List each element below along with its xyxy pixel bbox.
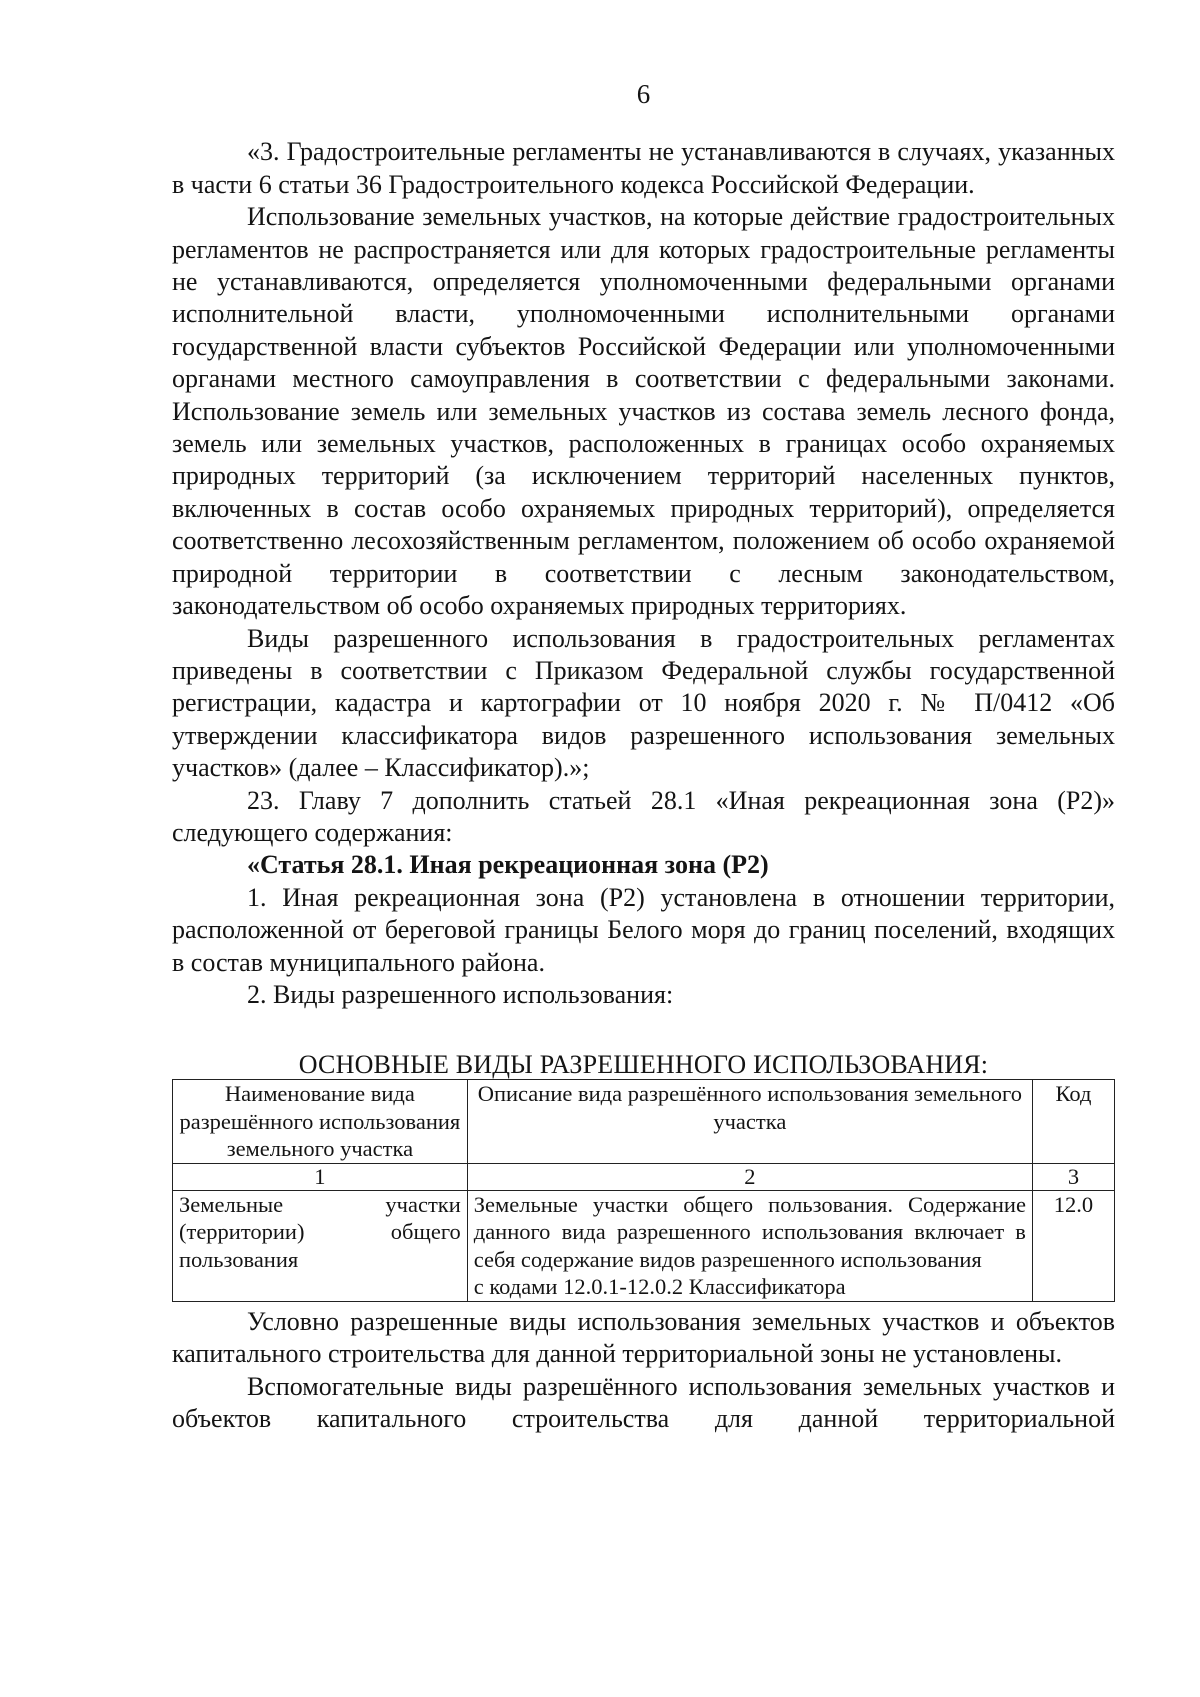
paragraph: 1. Иная рекреационная зона (Р2) установлена в отношении территории, расположенной от береговой границы Белого моря до границ поселений, входящих в состав муниципального района. <box>172 882 1115 977</box>
column-number: 3 <box>1032 1163 1114 1190</box>
description-line: с кодами 12.0.1-12.0.2 Классификатора <box>473 1274 846 1300</box>
paragraph: 23. Главу 7 дополнить статьей 28.1 «Иная рекреационная зона (Р2)» следующего содержания: <box>172 785 1115 847</box>
table-header-row <box>173 1080 1115 1164</box>
column-number: 1 <box>173 1163 468 1190</box>
table-title: ОСНОВНЫЕ ВИДЫ РАЗРЕШЕННОГО ИСПОЛЬЗОВАНИЯ: <box>298 1050 989 1080</box>
page-number: 6 <box>636 79 651 109</box>
paragraph: 2. Виды разрешенного использования: <box>247 979 674 1009</box>
paragraph: Вспомогательные виды разрешённого использования земельных участков и объектов капитального строительства для данной территориальной <box>172 1371 1115 1434</box>
column-number: 2 <box>467 1163 1032 1190</box>
document-page <box>172 78 1115 1436</box>
cell-description <box>467 1190 1032 1301</box>
table-row <box>173 1190 1115 1301</box>
header-name: Наименование вида разрешённого использования земельного участка <box>173 1080 468 1164</box>
paragraph: Виды разрешенного использования в градостроительных регламентах приведены в соответствии с Приказом Федеральной службы государственной регистрации, кадастра и картографии от 10 ноября 2020 г. № П/0412 «Об утверждении классификатора видов разрешенного использования земельных участков» (далее – Классификатор).»; <box>172 623 1115 783</box>
paragraph: «3. Градостроительные регламенты не устанавливаются в случаях, указанных в части 6 статьи 36 Градостроительного кодекса Российской Федерации. <box>172 137 1115 199</box>
paragraph: Условно разрешенные виды использования земельных участков и объектов капитального строительства для данной территориальной зоны не установлены. <box>172 1306 1115 1369</box>
header-description: Описание вида разрешённого использования земельного участка <box>467 1080 1032 1164</box>
description-line: Земельные участки общего пользования. Содержание данного вида разрешенного использования включает в себя содержание видов разрешенного использования <box>473 1191 1026 1272</box>
paragraph: Использование земельных участков, на которые действие градостроительных регламентов не распространяется или для которых градостроительные регламенты не устанавливаются, определяется уполномоченными федеральными органами исполнительной власти, уполномоченными исполнительными органами государственной власти субъектов Российской Федерации или уполномоченными органами местного самоуправления в соответствии с федеральными законами. Использование земель или земельных участков из состава земель лесного фонда, земель или земельных участков, расположенных в границах особо охраняемых природных территорий (за исключением территорий населенных пунктов, включенных в состав особо охраняемых природных территорий), определяется соответственно лесохозяйственным регламентом, положением об особо охраняемой природной территории в соответствии с лесным законодательством, законодательством об особо охраняемых природных территориях. <box>172 202 1115 621</box>
cell-name: Земельные участки (территории) общего пользования <box>173 1190 468 1301</box>
cell-code: 12.0 <box>1032 1190 1114 1301</box>
table-column-numbers-row <box>173 1163 1115 1190</box>
header-code: Код <box>1032 1080 1114 1164</box>
article-heading: «Статья 28.1. Иная рекреационная зона (Р2) <box>247 850 769 880</box>
permitted-use-table <box>172 1079 1115 1302</box>
